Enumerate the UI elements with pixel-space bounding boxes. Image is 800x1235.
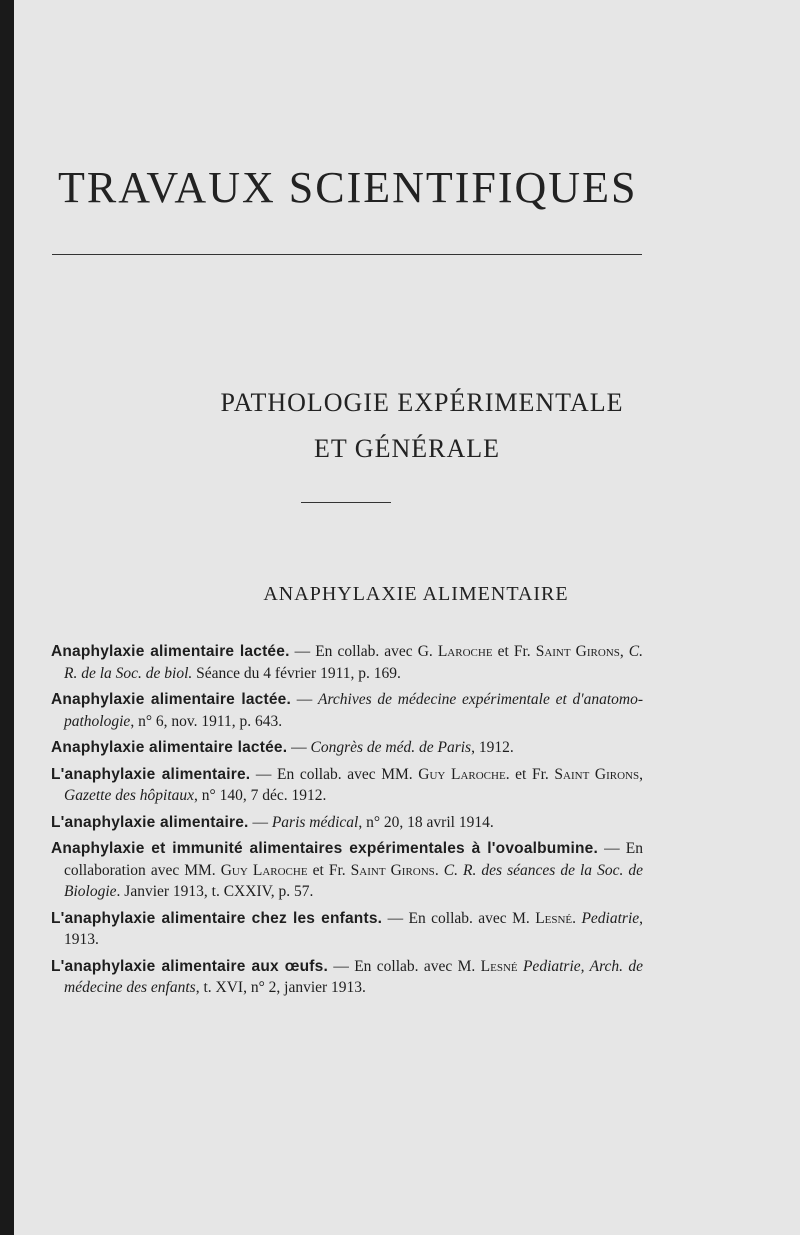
reference-text: , 1913.: [64, 909, 644, 948]
reference-source: Congrès de méd. de Paris: [310, 739, 472, 756]
reference-source: Pediatrie: [581, 909, 640, 927]
reference-text: — En collaboration avec MM.: [64, 840, 643, 879]
reference-source: C. R. des séances de la Soc. de Biologie: [64, 861, 644, 900]
reference-item: [51, 908, 643, 951]
reference-text: , n° 6, nov. 1911, p. 643.: [130, 712, 283, 730]
reference-text: — En collab. avec M.: [382, 909, 536, 927]
subsection-title: ANAPHYLAXIE ALIMENTAIRE: [263, 583, 569, 605]
reference-author: Guy Laroche: [220, 861, 308, 879]
reference-list: [51, 641, 643, 1004]
reference-item: [51, 838, 643, 903]
reference-text: — En collab. avec M.: [328, 957, 481, 975]
reference-item: [51, 956, 643, 999]
reference-item: [51, 641, 643, 684]
reference-text: , n° 20, 18 avril 1914.: [358, 813, 494, 831]
reference-text: , 1912.: [471, 739, 514, 756]
section-rule: [301, 502, 391, 503]
reference-text: Séance du 4 février 1911, p. 169.: [192, 664, 401, 682]
reference-author: Lesné: [480, 957, 518, 975]
reference-author: Laroche: [437, 643, 493, 660]
reference-text: —: [287, 739, 311, 756]
document-page: [14, 0, 800, 1235]
reference-text: , n° 140, 7 déc. 1912.: [194, 787, 327, 804]
section-title-line-1: PATHOLOGIE EXPÉRIMENTALE: [220, 388, 624, 417]
reference-author: Guy Laroche: [418, 765, 506, 783]
reference-text: — En collab. avec MM.: [250, 765, 419, 783]
reference-text: . Janvier 1913, t. CXXIV, p. 57.: [116, 883, 314, 900]
reference-text: , t. XVI, n° 2, janvier 1913.: [195, 979, 366, 996]
reference-item: [51, 812, 643, 834]
reference-title: L'anaphylaxie alimentaire.: [51, 813, 249, 831]
reference-item: [51, 689, 643, 732]
reference-source: C. R. de la Soc. de biol.: [64, 643, 644, 682]
reference-source: Gazette des hôpitaux: [64, 787, 195, 804]
reference-text: . et Fr.: [505, 765, 555, 783]
section-title-line-2: ET GÉNÉRALE: [314, 434, 500, 463]
reference-text: ,: [639, 765, 643, 783]
reference-author: Saint Girons: [554, 765, 640, 783]
reference-text: .: [572, 909, 582, 927]
reference-source: Archives de médecine expérimentale et d'anatomo-pathologie: [64, 691, 643, 730]
reference-title: L'anaphylaxie alimentaire chez les enfants.: [51, 909, 383, 927]
reference-title: Anaphylaxie alimentaire lactée.: [51, 691, 291, 708]
reference-title: L'anaphylaxie alimentaire.: [51, 765, 251, 783]
section-title: [14, 380, 800, 472]
reference-text: —: [290, 691, 318, 708]
reference-title: Anaphylaxie et immunité alimentaires expérimentales à l'ovoalbumine.: [51, 840, 598, 857]
reference-title: Anaphylaxie alimentaire lactée.: [51, 739, 288, 756]
reference-source: Pediatrie, Arch. de médecine des enfants: [64, 957, 644, 996]
reference-text: ,: [619, 643, 629, 660]
reference-item: [51, 737, 643, 759]
reference-source: Paris médical: [271, 813, 359, 831]
page-title: TRAVAUX SCIENTIFIQUES: [58, 163, 638, 212]
reference-title: Anaphylaxie alimentaire lactée.: [51, 643, 290, 660]
reference-text: —: [248, 813, 272, 831]
reference-text: — En collab. avec G.: [289, 643, 438, 660]
reference-author: Lesné: [535, 909, 573, 927]
reference-text: et Fr.: [307, 861, 351, 879]
reference-title: L'anaphylaxie alimentaire aux œufs.: [51, 957, 328, 975]
reference-text: et Fr.: [492, 643, 536, 660]
reference-text: .: [434, 861, 444, 879]
reference-item: [51, 764, 643, 807]
reference-author: Saint Girons: [350, 861, 435, 879]
reference-author: Saint Girons: [535, 643, 620, 660]
title-rule: [52, 254, 642, 255]
